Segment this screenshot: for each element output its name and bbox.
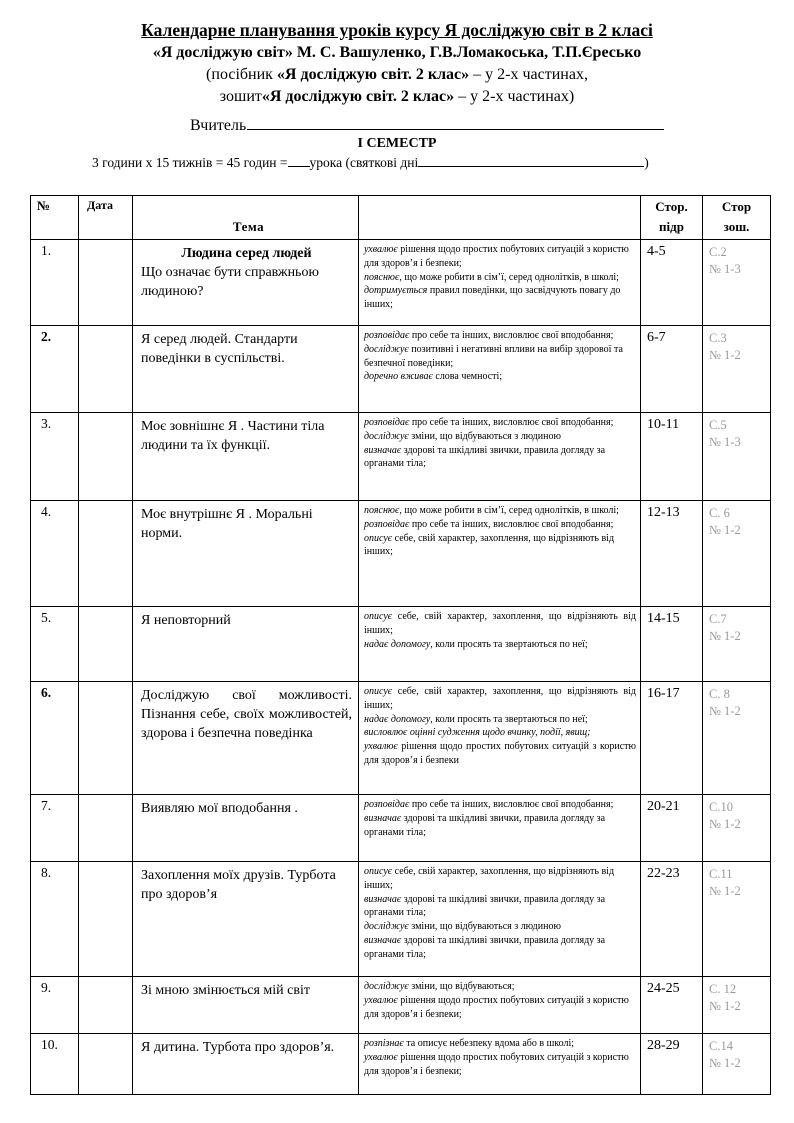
table-row (31, 862, 771, 977)
outcome-verb: описує (364, 866, 393, 877)
header-workbook-pages: Стор зош. (703, 196, 771, 240)
outcome-text: здорові та шкідливі звички, правила догляду за органами тіла; (364, 934, 606, 960)
lesson-topic (133, 1034, 359, 1095)
learning-outcomes (359, 501, 641, 607)
workbook-pages (703, 240, 771, 326)
lesson-number: 3. (31, 413, 79, 501)
outcome-text: , що може робити в сім’ї, серед однолітків, в школі; (399, 271, 619, 283)
outcome-item (364, 638, 636, 652)
workbook-tasks: № 1-2 (709, 629, 741, 643)
outcome-text: про себе та інших, висловлює свої вподобання; (409, 330, 614, 341)
outcome-verb: визначає (364, 893, 402, 905)
outcome-verb: досліджує (364, 981, 409, 992)
outcome-verb: розповідає (364, 330, 410, 341)
outcome-item (364, 1037, 636, 1051)
outcome-text: себе, свій характер, захоплення, що відрізняють від інших; (364, 532, 615, 558)
outcome-item (364, 685, 636, 713)
outcome-text: позитивні і негативні впливи на вибір здорової та безпечної поведінки; (364, 343, 623, 369)
outcome-item (364, 934, 636, 962)
header-date: Дата (79, 196, 133, 240)
outcome-verb: розповідає (364, 518, 410, 530)
outcome-verb: визначає (364, 444, 402, 456)
document-title: Календарне планування уроків курсу Я досліджую світ в 2 класі (141, 20, 653, 40)
workbook-pages (703, 607, 771, 682)
outcome-text: зміни, що відбуваються; (408, 981, 515, 992)
teacher-field (190, 115, 664, 135)
hours-summary: 3 години х 15 тижнів = 45 годин = урока (святкові дні ) (92, 155, 649, 170)
outcome-text: , коли просять та звертаються по неї; (430, 638, 588, 650)
outcome-text: себе, свій характер, захоплення, що відрізняють від інших; (364, 866, 615, 891)
outcome-item (364, 726, 636, 740)
lesson-topic (133, 607, 359, 682)
outcome-item (364, 610, 636, 638)
lesson-number: 4. (31, 501, 79, 607)
lesson-topic (133, 977, 359, 1034)
outcome-item (364, 243, 636, 271)
outcome-verb: визначає (364, 812, 402, 824)
outcome-item (364, 430, 636, 444)
lesson-topic (133, 795, 359, 862)
workbook-tasks: № 1-2 (709, 884, 741, 898)
outcome-verb: надає допомогу (364, 638, 431, 650)
outcome-item (364, 504, 636, 518)
outcome-verb: розпізнає (364, 1038, 404, 1049)
workbook-tasks: № 1-2 (709, 704, 741, 718)
workbook-page: С.14 (709, 1039, 733, 1053)
outcome-verb: досліджує (364, 430, 409, 442)
workbook-tasks: № 1-2 (709, 999, 741, 1013)
workbook-pages (703, 795, 771, 862)
outcome-text: здорові та шкідливі звички, правила догляду за органами тіла; (364, 893, 606, 919)
holidays-blank (418, 155, 644, 167)
workbook-tasks: № 1-2 (709, 348, 741, 362)
workbook-page: С. 8 (709, 687, 730, 701)
learning-outcomes (359, 607, 641, 682)
outcome-verb: дотримується (364, 285, 428, 297)
outcome-item (364, 713, 636, 727)
outcome-text: рішення щодо простих побутових ситуацій з користю для здоров’я і безпеки; (364, 244, 629, 269)
learning-outcomes (359, 1034, 641, 1095)
outcome-verb: розповідає (364, 417, 410, 428)
lesson-number: 8. (31, 862, 79, 977)
topic-text: Досліджую свої можливості. Пізнання себе, своїх можливостей, здорова і безпечна поведінка (141, 688, 352, 741)
lesson-number: 6. (31, 682, 79, 795)
outcome-item (364, 865, 636, 893)
topic-text: Я неповторний (141, 613, 231, 628)
outcome-verb: висловлює оцінні судження щодо вчинку, події, явищ; (364, 727, 591, 739)
lesson-topic (133, 501, 359, 607)
outcome-verb: доречно вживає (364, 371, 433, 383)
workbook-pages (703, 1034, 771, 1095)
outcome-verb: ухвалює (364, 994, 398, 1006)
lesson-number: 7. (31, 795, 79, 862)
outcome-text: себе, свій характер, захоплення, що відрізняють від інших; (364, 611, 636, 636)
outcome-verb: ухвалює (364, 1051, 398, 1063)
outcome-item (364, 980, 636, 994)
outcome-item (364, 518, 636, 532)
topic-text: Моє внутрішнє Я . Моральні норми. (141, 507, 313, 541)
textbook-pages: 10-11 (641, 413, 703, 501)
outcome-item (364, 920, 636, 934)
textbook-pages: 16-17 (641, 682, 703, 795)
textbook-authors: «Я досліджую світ» М. С. Вашуленко, Г.В.Ломакоська, Т.П.Єресько (152, 44, 642, 61)
outcome-verb: досліджує (364, 343, 409, 355)
outcome-text: та описує небезпеку вдома або в школі; (403, 1038, 575, 1049)
outcome-item (364, 444, 636, 472)
outcome-item (364, 798, 636, 812)
table-row (31, 977, 771, 1034)
lesson-date (79, 501, 133, 607)
outcome-text: , що може робити в сім’ї, серед однолітків, в школі; (399, 505, 619, 516)
outcome-verb: ухвалює (364, 741, 398, 753)
guide-note: (посібник «Я досліджую світ. 2 клас» – у 2-х частинах, (206, 66, 588, 83)
outcome-item (364, 812, 636, 840)
workbook-pages (703, 862, 771, 977)
topic-text: Я серед людей. Стандарти поведінки в суспільстві. (141, 332, 298, 366)
notebook-note: зошит«Я досліджую світ. 2 клас» – у 2-х частинах) (219, 88, 575, 105)
workbook-tasks: № 1-3 (709, 262, 741, 276)
outcome-item (364, 329, 636, 343)
outcome-text: , коли просять та звертаються по неї; (430, 713, 588, 725)
learning-outcomes (359, 977, 641, 1034)
table-row (31, 501, 771, 607)
outcome-text: про себе та інших, висловлює свої вподобання; (409, 799, 614, 810)
lesson-date (79, 413, 133, 501)
header-number: № (31, 196, 79, 240)
learning-outcomes (359, 795, 641, 862)
topic-text: Виявляю мої вподобання . (141, 801, 298, 816)
textbook-pages: 20-21 (641, 795, 703, 862)
outcome-text: зміни, що відбуваються з людиною (408, 430, 561, 442)
textbook-pages: 4-5 (641, 240, 703, 326)
outcome-text: здорові та шкідливі звички, правила догляду за органами тіла; (364, 812, 606, 838)
outcome-item (364, 271, 636, 285)
lesson-date (79, 795, 133, 862)
textbook-pages: 28-29 (641, 1034, 703, 1095)
outcome-item (364, 343, 636, 371)
workbook-tasks: № 1-2 (709, 523, 741, 537)
document-header (0, 18, 794, 108)
table-row (31, 607, 771, 682)
lesson-date (79, 862, 133, 977)
outcome-text: здорові та шкідливі звички, правила догляду за органами тіла; (364, 444, 606, 470)
workbook-page: С. 6 (709, 506, 730, 520)
lesson-topic (133, 413, 359, 501)
workbook-tasks: № 1-2 (709, 817, 741, 831)
topic-text: Захоплення моїх друзів. Турбота про здоров’я (141, 868, 336, 902)
outcome-text: рішення щодо простих побутових ситуацій з користю для здоров’я і безпеки (364, 741, 636, 766)
textbook-pages: 24-25 (641, 977, 703, 1034)
topic-heading: Людина серед людей (181, 246, 312, 261)
lesson-date (79, 977, 133, 1034)
outcome-item (364, 1051, 636, 1079)
workbook-page: С.11 (709, 867, 733, 881)
outcome-verb: пояснює (364, 505, 400, 516)
workbook-page: С.3 (709, 331, 727, 345)
learning-outcomes (359, 682, 641, 795)
textbook-pages: 22-23 (641, 862, 703, 977)
lesson-topic (133, 862, 359, 977)
outcome-verb: описує (364, 611, 393, 622)
learning-outcomes (359, 326, 641, 413)
table-header-row (31, 196, 771, 240)
workbook-pages (703, 682, 771, 795)
textbook-pages: 6-7 (641, 326, 703, 413)
outcome-verb: ухвалює (364, 244, 398, 255)
outcome-verb: пояснює (364, 271, 400, 283)
outcome-item (364, 284, 636, 312)
header-outcomes (359, 196, 641, 240)
workbook-page: С.2 (709, 245, 727, 259)
lesson-topic (133, 326, 359, 413)
workbook-page: С.10 (709, 800, 733, 814)
outcome-item (364, 893, 636, 921)
outcome-verb: описує (364, 686, 393, 697)
outcome-verb: досліджує (364, 921, 409, 933)
table-row (31, 795, 771, 862)
table-row (31, 240, 771, 326)
header-textbook-pages: Стор. підр (641, 196, 703, 240)
lesson-date (79, 682, 133, 795)
workbook-page: С. 12 (709, 982, 737, 996)
teacher-blank (247, 115, 664, 130)
table-row (31, 326, 771, 413)
textbook-pages: 14-15 (641, 607, 703, 682)
workbook-page: С.5 (709, 418, 727, 432)
outcome-text: рішення щодо простих побутових ситуацій з користю для здоров’я і безпеки; (364, 1051, 629, 1077)
semester-heading: І СЕМЕСТР (357, 136, 437, 151)
workbook-pages (703, 501, 771, 607)
learning-outcomes (359, 413, 641, 501)
workbook-pages (703, 413, 771, 501)
outcome-item (364, 740, 636, 768)
textbook-pages: 12-13 (641, 501, 703, 607)
lesson-plan-table (30, 195, 771, 1095)
workbook-tasks: № 1-2 (709, 1056, 741, 1070)
outcome-text: рішення щодо простих побутових ситуацій з користю для здоров’я і безпеки; (364, 994, 629, 1020)
topic-text: Що означає бути справжньою людиною? (141, 265, 319, 299)
lesson-date (79, 326, 133, 413)
outcome-text: слова чемності; (432, 371, 503, 383)
outcome-verb: розповідає (364, 799, 410, 810)
topic-text: Моє зовнішнє Я . Частини тіла людини та їх функції. (141, 419, 325, 453)
outcome-verb: описує (364, 532, 393, 544)
outcome-item (364, 994, 636, 1022)
lesson-number: 9. (31, 977, 79, 1034)
table-row (31, 1034, 771, 1095)
lesson-number: 1. (31, 240, 79, 326)
learning-outcomes (359, 240, 641, 326)
lesson-number: 5. (31, 607, 79, 682)
lesson-topic (133, 240, 359, 326)
header-topic: Тема (133, 196, 359, 240)
workbook-pages (703, 326, 771, 413)
lesson-number: 10. (31, 1034, 79, 1095)
table-row (31, 682, 771, 795)
outcome-text: про себе та інших, висловлює свої вподобання; (409, 417, 614, 428)
lesson-date (79, 607, 133, 682)
outcome-item (364, 532, 636, 560)
learning-outcomes (359, 862, 641, 977)
outcome-text: себе, свій характер, захоплення, що відрізняють від інших; (364, 686, 636, 711)
topic-text: Зі мною змінюється мій світ (141, 983, 310, 998)
outcome-text: зміни, що відбуваються з людиною (408, 921, 561, 933)
lesson-topic (133, 682, 359, 795)
lesson-date (79, 240, 133, 326)
workbook-tasks: № 1-3 (709, 435, 741, 449)
outcome-item (364, 370, 636, 384)
outcome-verb: надає допомогу (364, 713, 431, 725)
lesson-number: 2. (31, 326, 79, 413)
outcome-verb: визначає (364, 934, 402, 946)
table-row (31, 413, 771, 501)
workbook-pages (703, 977, 771, 1034)
outcome-text: правил поведінки, що засвідчують повагу до інших; (364, 285, 621, 311)
outcome-text: про себе та інших, висловлює свої вподобання; (409, 518, 614, 530)
topic-text: Я дитина. Турбота про здоров’я. (141, 1040, 335, 1055)
lesson-date (79, 1034, 133, 1095)
lessons-blank (288, 155, 310, 167)
outcome-item (364, 416, 636, 430)
workbook-page: С.7 (709, 612, 727, 626)
teacher-label: Вчитель (190, 117, 247, 134)
